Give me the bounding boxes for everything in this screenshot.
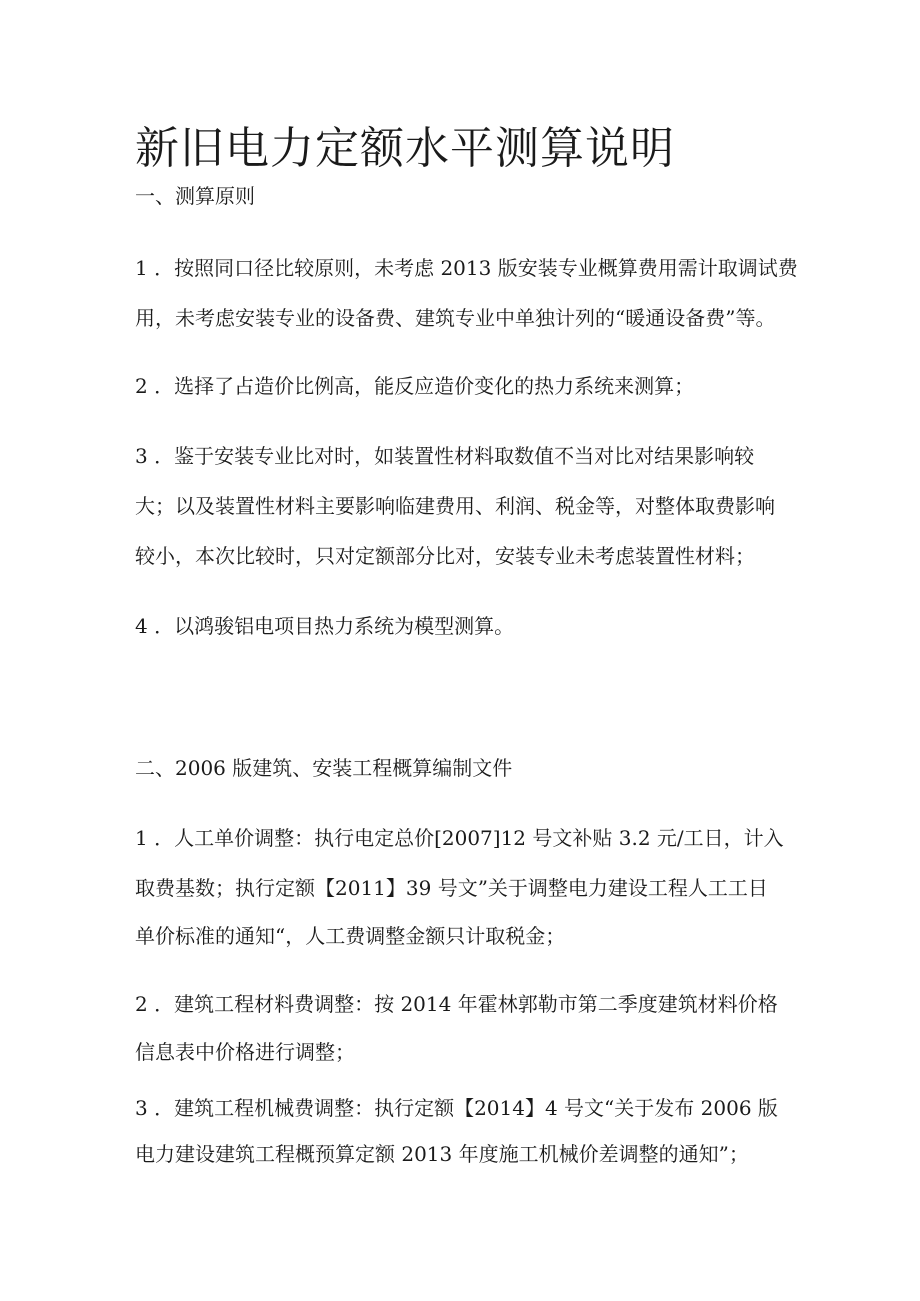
section-heading: 一、测算原则 [135,184,255,208]
paragraph-line: 电力建设建筑工程概预算定额 2013 年度施工机械价差调整的通知”； [135,1142,749,1166]
paragraph-line: 2 ．选择了占造价比例高，能反应造价变化的热力系统来测算； [135,374,695,398]
paragraph-line: 2 ．建筑工程材料费调整：按 2014 年霍林郭勒市第二季度建筑材料价格 [135,992,778,1016]
paragraph-line: 4 ．以鸿骏铝电项目热力系统为模型测算。 [135,614,515,638]
paragraph-line: 信息表中价格进行调整； [135,1040,355,1064]
paragraph-line: 3 ．建筑工程机械费调整：执行定额【2014】4 号文“关于发布 2006 版 [135,1096,778,1120]
paragraph-line: 用，未考虑安装专业的设备费、建筑专业中单独计列的“暖通设备费”等。 [135,306,776,330]
section-heading: 二、2006 版建筑、安装工程概算编制文件 [135,756,513,780]
paragraph-line: 1 ．人工单价调整：执行电定总价[2007]12 号文补贴 3.2 元/工日，计入 [135,826,784,850]
paragraph-line: 3 ．鉴于安装专业比对时，如装置性材料取数值不当对比对结果影响较 [135,444,755,468]
paragraph-line: 大；以及装置性材料主要影响临建费用、利润、税金等，对整体取费影响 [135,494,775,518]
paragraph-line: 1 ．按照同口径比较原则，未考虑 2013 版安装专业概算费用需计取调试费 [135,256,798,280]
document-title: 新旧电力定额水平测算说明 [135,123,675,174]
paragraph-line: 较小，本次比较时，只对定额部分比对，安装专业未考虑装置性材料； [135,544,755,568]
paragraph-line: 取费基数；执行定额【2011】39 号文”关于调整电力建设工程人工工日 [135,876,768,900]
paragraph-line: 单价标准的通知“，人工费调整金额只计取税金； [135,924,566,948]
